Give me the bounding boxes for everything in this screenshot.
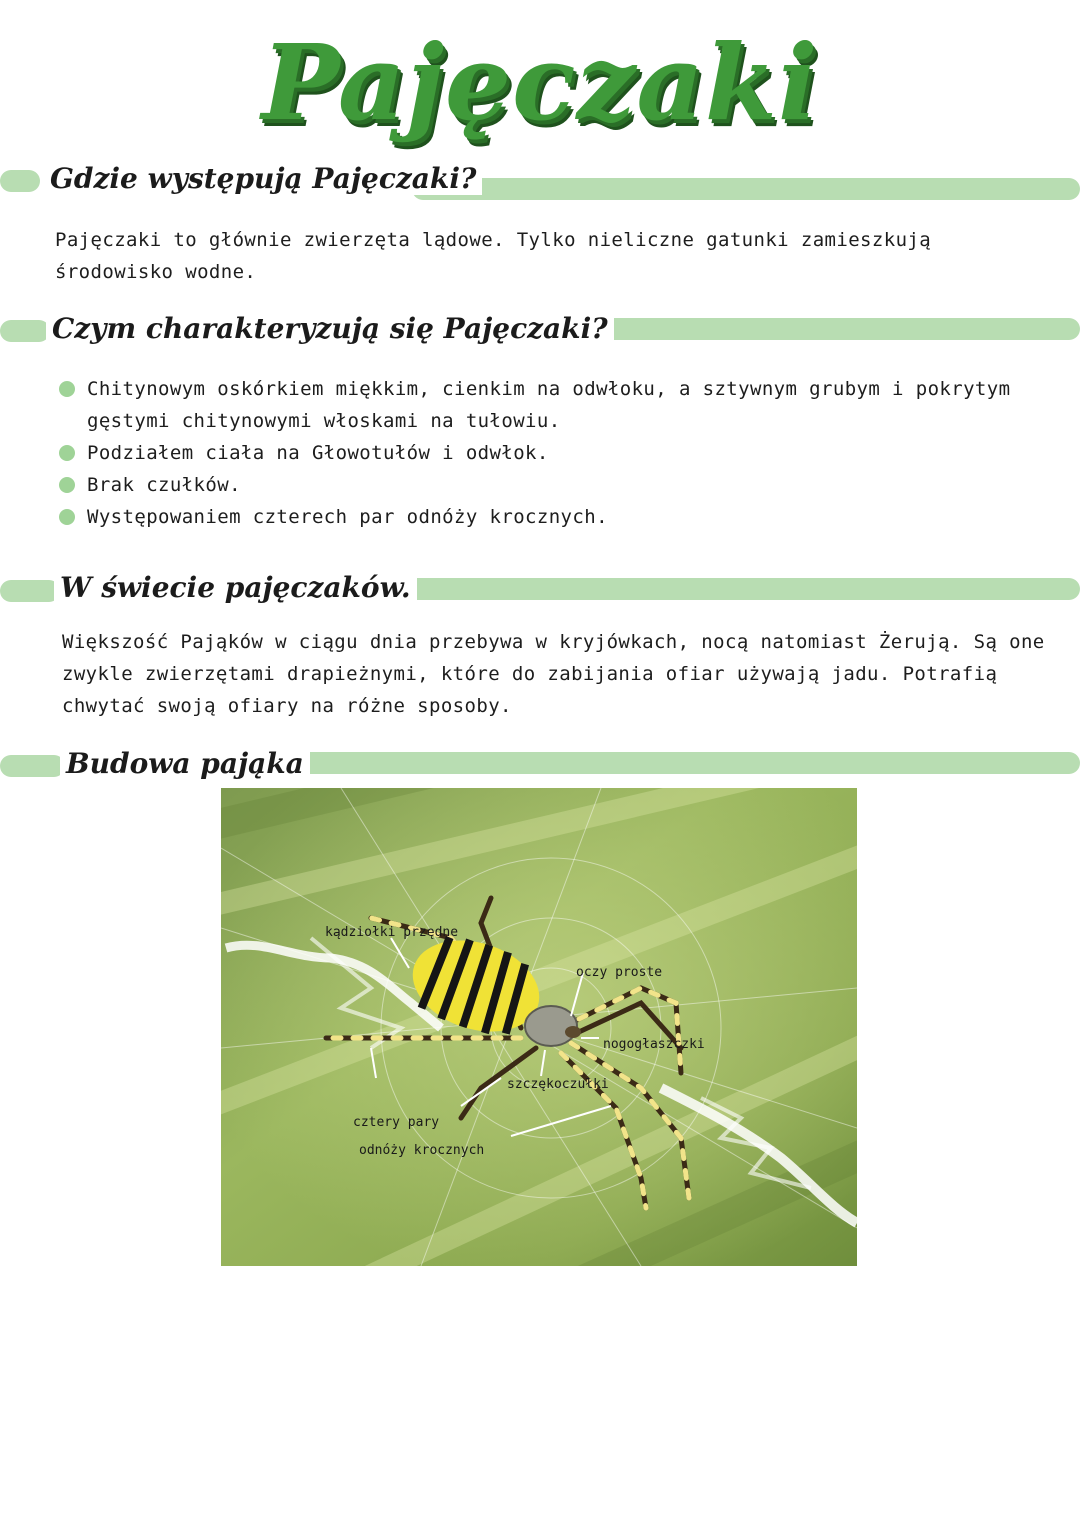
feature-list (55, 373, 1045, 533)
label-chelicerae: szczękoczułki (507, 1077, 609, 1092)
label-spinnerets: kądziołki przędne (325, 925, 459, 940)
section-bar (275, 752, 1080, 774)
label-legs-line2: odnóży krocznych (359, 1143, 485, 1158)
section-text: Większość Pająków w ciągu dnia przebywa w kryjówkach, nocą natomiast Żerują. Są one zwykle zwierzętami drapieżnymi, które do zabijania ofiar używają jadu. Potrafią chwytać swoją ofiary na różne sposoby. (62, 631, 1045, 717)
spider-photo (221, 788, 857, 1266)
list-item: Podziałem ciała na Głowotułów i odwłok. (55, 437, 1045, 469)
section-bar (0, 320, 50, 342)
bullet-dot (59, 381, 75, 397)
label-legs-line1: cztery pary (353, 1115, 440, 1130)
section-heading: W świecie pajęczaków. (54, 571, 417, 604)
section-text: Pajęczaki to głównie zwierzęta lądowe. Tylko nieliczne gatunki zamieszkują środowisko wodne. (55, 229, 932, 283)
label-pedipalps: nogogłaszczki (603, 1037, 705, 1052)
label-simple-eyes: oczy proste (576, 965, 663, 980)
section-heading: Gdzie występują Pajęczaki? (44, 162, 482, 195)
bullet-dot (59, 509, 75, 525)
section-heading: Czym charakteryzują się Pajęczaki? (46, 312, 614, 345)
list-item: Występowaniem czterech par odnóży krocznych. (55, 501, 1045, 533)
section-heading: Budowa pająka (60, 747, 310, 780)
section-bar (412, 178, 1080, 200)
section-bar (0, 755, 65, 777)
bullet-dot (59, 477, 75, 493)
list-item: Brak czułków. (55, 469, 1045, 501)
list-item: Chitynowym oskórkiem miękkim, cienkim na odwłoku, a sztywnym grubym i pokrytym gęstymi chitynowymi włoskami na tułowiu. (55, 373, 1045, 437)
section-bar (0, 170, 40, 192)
section-bar (340, 578, 1080, 600)
section-bar (0, 580, 60, 602)
page-title: Pajęczaki (261, 21, 819, 144)
bullet-dot (59, 445, 75, 461)
